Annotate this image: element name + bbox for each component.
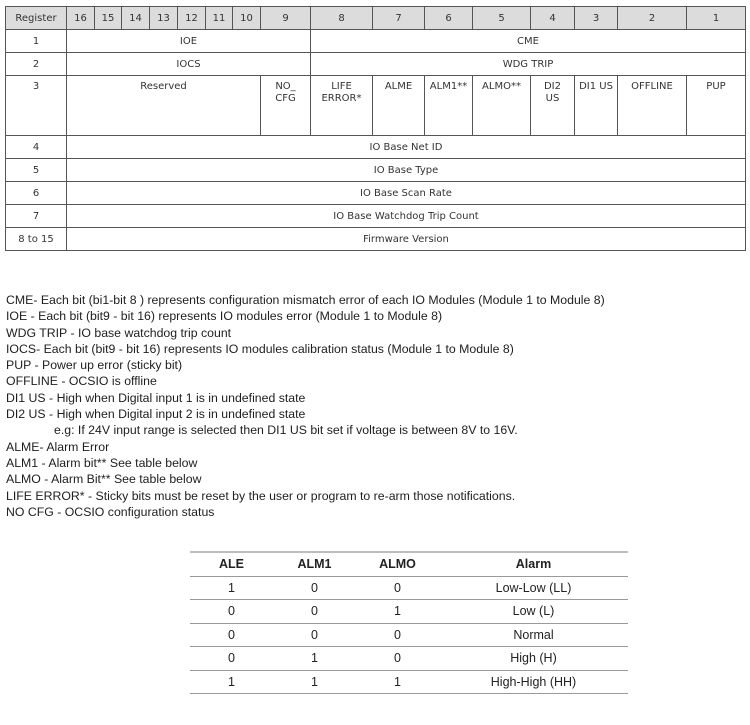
alarm-row xyxy=(190,647,628,671)
bit-offline xyxy=(618,76,687,136)
header-bit-15: 15 xyxy=(95,7,122,30)
header-almo: ALMO xyxy=(356,552,439,576)
bit-label-line1: DI2 xyxy=(543,81,561,92)
register-number: 5 xyxy=(6,159,67,182)
header-bit-16: 16 xyxy=(67,7,95,30)
register-number: 4 xyxy=(6,136,67,159)
bit-label-line2: CFG xyxy=(275,93,296,104)
bit-label-line1: LIFE xyxy=(331,81,352,92)
header-alarm: Alarm xyxy=(439,552,628,576)
bit-pup xyxy=(687,76,746,136)
alarm-value: Low (L) xyxy=(439,600,628,624)
almo-value: 0 xyxy=(356,576,439,600)
note-offline: OFFLINE - OCSIO is offline xyxy=(6,374,157,389)
bit-label-line1: ALMO** xyxy=(482,81,521,92)
register-number: 2 xyxy=(6,53,67,76)
register-row-5 xyxy=(6,159,746,182)
alarm-bits-table xyxy=(190,551,628,694)
ioe-field: IOE xyxy=(67,30,311,53)
bit-label-line1: OFFLINE xyxy=(631,81,673,92)
register-value: IO Base Scan Rate xyxy=(67,182,746,205)
header-bit-13: 13 xyxy=(150,7,178,30)
alarm-value: High-High (HH) xyxy=(439,670,628,694)
bit-label-line1: NO_ xyxy=(275,81,296,92)
ale-value: 0 xyxy=(190,600,273,624)
register-row-8-to-15 xyxy=(6,228,746,251)
register-row-2 xyxy=(6,53,746,76)
header-bit-7: 7 xyxy=(373,7,425,30)
register-value: IO Base Net ID xyxy=(67,136,746,159)
register-number: 7 xyxy=(6,205,67,228)
header-bit-12: 12 xyxy=(178,7,206,30)
note-life-error: LIFE ERROR* - Sticky bits must be reset by the user or program to re-arm those notifications. xyxy=(6,488,516,503)
note-ioe: IOE - Each bit (bit9 - bit 16) represents IO modules error (Module 1 to Module 8) xyxy=(6,309,443,324)
alm1-value: 1 xyxy=(273,647,356,671)
register-table-header xyxy=(6,7,746,30)
note-no-cfg: NO CFG - OCSIO configuration status xyxy=(6,504,215,519)
bit-almo xyxy=(473,76,531,136)
bit-label-line1: ALM1** xyxy=(429,81,468,92)
alarm-table-header xyxy=(190,552,628,576)
alarm-row xyxy=(190,600,628,624)
header-ale: ALE xyxy=(190,552,273,576)
field-definitions xyxy=(6,292,605,520)
header-alm1: ALM1 xyxy=(273,552,356,576)
bit-label-line2: US xyxy=(545,93,560,104)
header-bit-10: 10 xyxy=(233,7,261,30)
register-value: Firmware Version xyxy=(67,228,746,251)
alarm-row xyxy=(190,623,628,647)
bit-di1-us xyxy=(575,76,618,136)
bit-life-error xyxy=(311,76,373,136)
note-alme: ALME- Alarm Error xyxy=(6,439,110,454)
header-bit-3: 3 xyxy=(575,7,618,30)
reserved-field: Reserved xyxy=(67,76,261,136)
header-bit-14: 14 xyxy=(122,7,150,30)
alarm-row xyxy=(190,670,628,694)
wdg-trip-field: WDG TRIP xyxy=(311,53,746,76)
register-number: 1 xyxy=(6,30,67,53)
header-bit-1: 1 xyxy=(687,7,746,30)
ale-value: 0 xyxy=(190,647,273,671)
alm1-value: 0 xyxy=(273,623,356,647)
header-bit-8: 8 xyxy=(311,7,373,30)
register-value: IO Base Watchdog Trip Count xyxy=(67,205,746,228)
register-number: 3 xyxy=(6,76,67,136)
header-bit-11: 11 xyxy=(206,7,233,30)
note-alm1: ALM1 - Alarm bit** See table below xyxy=(6,455,198,470)
header-bit-4: 4 xyxy=(531,7,575,30)
register-number: 6 xyxy=(6,182,67,205)
alarm-value: Normal xyxy=(439,623,628,647)
register-row-1 xyxy=(6,30,746,53)
alarm-value: Low-Low (LL) xyxy=(439,576,628,600)
bit-label-line1: PUP xyxy=(706,81,726,92)
note-di1-us: DI1 US - High when Digital input 1 is in undefined state xyxy=(6,390,306,405)
almo-value: 0 xyxy=(356,647,439,671)
almo-value: 1 xyxy=(356,600,439,624)
alm1-value: 1 xyxy=(273,670,356,694)
cme-field: CME xyxy=(311,30,746,53)
register-row-4 xyxy=(6,136,746,159)
header-bit-9: 9 xyxy=(261,7,311,30)
note-wdg-trip: WDG TRIP - IO base watchdog trip count xyxy=(6,325,232,340)
note-almo: ALMO - Alarm Bit** See table below xyxy=(6,472,202,487)
bit-alm1 xyxy=(425,76,473,136)
iocs-field: IOCS xyxy=(67,53,311,76)
alm1-value: 0 xyxy=(273,600,356,624)
bit-alme xyxy=(373,76,425,136)
ale-value: 0 xyxy=(190,623,273,647)
register-map-table xyxy=(5,6,746,251)
note-iocs: IOCS- Each bit (bit9 - bit 16) represents IO modules calibration status (Module 1 to Module 8) xyxy=(6,341,514,356)
header-bit-6: 6 xyxy=(425,7,473,30)
bit-label-line1: ALME xyxy=(384,81,413,92)
bit-label-line1: DI1 US xyxy=(579,81,613,92)
alm1-value: 0 xyxy=(273,576,356,600)
ale-value: 1 xyxy=(190,576,273,600)
register-row-6 xyxy=(6,182,746,205)
register-number: 8 to 15 xyxy=(6,228,67,251)
ale-value: 1 xyxy=(190,670,273,694)
note-pup: PUP - Power up error (sticky bit) xyxy=(6,358,183,373)
note-di2-us: DI2 US - High when Digital input 2 is in undefined state xyxy=(6,407,306,422)
register-value: IO Base Type xyxy=(67,159,746,182)
register-row-3 xyxy=(6,76,746,136)
note-example: e.g: If 24V input range is selected then DI1 US bit set if voltage is between 8V to 16V. xyxy=(54,423,518,438)
register-row-7 xyxy=(6,205,746,228)
header-bit-2: 2 xyxy=(618,7,687,30)
bit-di2-us xyxy=(531,76,575,136)
header-bit-5: 5 xyxy=(473,7,531,30)
almo-value: 1 xyxy=(356,670,439,694)
bit-no-cfg xyxy=(261,76,311,136)
bit-label-line2: ERROR* xyxy=(321,93,362,104)
alarm-row xyxy=(190,576,628,600)
alarm-value: High (H) xyxy=(439,647,628,671)
almo-value: 0 xyxy=(356,623,439,647)
header-register: Register xyxy=(6,7,67,30)
note-cme: CME- Each bit (bi1-bit 8 ) represents configuration mismatch error of each IO Modules (Module 1 to Module 8) xyxy=(6,293,605,307)
